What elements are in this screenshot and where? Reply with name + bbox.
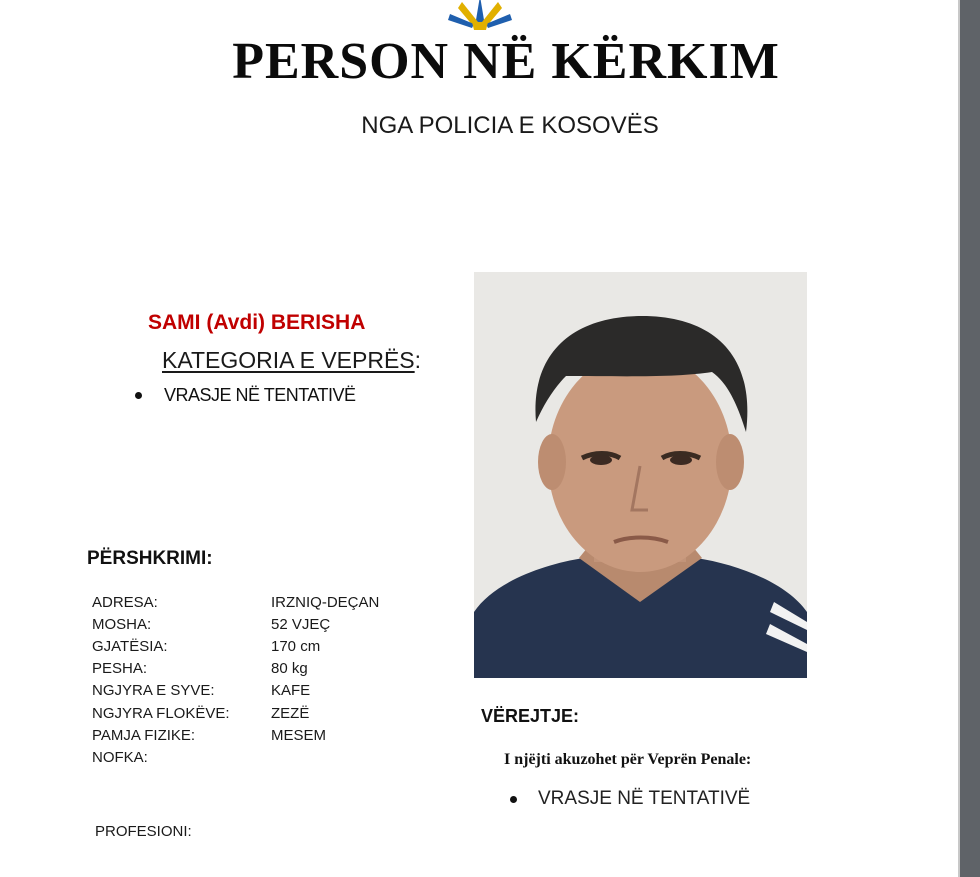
description-value: 170 cm: [271, 637, 321, 655]
viewer-background: [960, 0, 980, 877]
remarks-offense-list: [510, 788, 750, 810]
description-value: KAFE: [271, 682, 311, 700]
offense-category-heading: [162, 347, 421, 374]
description-value: 80 kg: [271, 660, 308, 678]
description-row-height: [92, 635, 379, 657]
description-label: NOFKA:: [92, 748, 148, 766]
description-row-nickname: [92, 746, 379, 768]
bullet-icon: [510, 796, 517, 803]
kosovo-police-star-emblem-icon: [428, 0, 532, 34]
description-value: ZEZË: [271, 704, 310, 722]
remarks-offense-text: VRASJE NË TENTATIVË: [538, 788, 751, 809]
description-row-weight: [92, 658, 379, 680]
remarks-heading: VËREJTJE:: [481, 706, 580, 726]
bullet-icon: [135, 392, 142, 399]
description-label: NGJYRA FLOKËVE:: [92, 704, 230, 722]
description-value: 52 VJEÇ: [271, 615, 331, 633]
description-value: MESEM: [271, 726, 327, 744]
description-label: PAMJA FIZIKE:: [92, 726, 196, 744]
description-row-age: [92, 613, 379, 635]
description-row-address: [92, 591, 379, 613]
description-value: IRZNIQ-DEÇAN: [271, 593, 380, 611]
wanted-person-name: SAMI (Avdi) BERISHA: [148, 311, 366, 334]
description-row-build: [92, 724, 379, 746]
offense-category-colon: :: [414, 347, 422, 373]
offense-item: [135, 385, 356, 406]
profession-label: PROFESIONI:: [95, 823, 192, 840]
offense-category-label: KATEGORIA E VEPRËS: [162, 347, 415, 373]
description-label: ADRESA:: [92, 593, 158, 611]
description-heading: PËRSHKRIMI:: [87, 548, 213, 569]
remarks-note: I njëjti akuzohet për Veprën Penale:: [504, 751, 752, 768]
remarks-offense-item: [510, 788, 750, 810]
description-label: NGJYRA E SYVE:: [92, 682, 215, 700]
suspect-portrait-image: [474, 272, 807, 678]
offense-list: [135, 385, 356, 406]
description-row-hair-color: [92, 702, 379, 724]
suspect-photo: [474, 272, 807, 678]
description-row-eye-color: [92, 680, 379, 702]
description-label: GJATËSIA:: [92, 637, 168, 655]
description-table: [92, 591, 379, 769]
offense-item-text: VRASJE NË TENTATIVË: [164, 385, 356, 405]
page-title: PERSON NË KËRKIM: [232, 33, 780, 90]
page-subtitle: NGA POLICIA E KOSOVËS: [361, 112, 659, 139]
description-label: PESHA:: [92, 660, 148, 678]
description-label: MOSHA:: [92, 615, 152, 633]
